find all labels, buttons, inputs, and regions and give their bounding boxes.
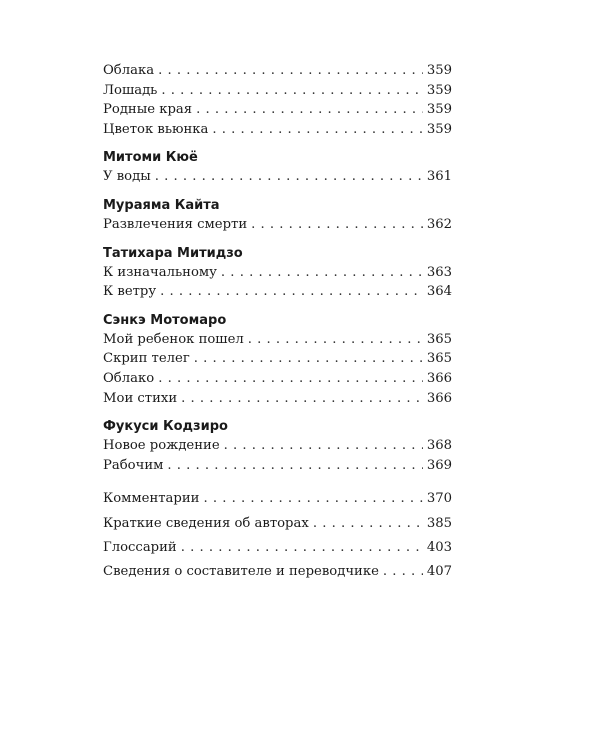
entry-title: Цветок вьюнка (103, 121, 209, 137)
toc-entry[interactable] (103, 389, 452, 409)
dot-leader (203, 489, 422, 509)
entry-page-number: 363 (426, 264, 452, 280)
dot-leader (181, 389, 423, 409)
table-of-contents (103, 61, 452, 586)
toc-section (103, 311, 452, 408)
toc-entry[interactable] (103, 120, 452, 140)
entry-title: Мой ребенок пошел (103, 331, 244, 347)
entry-page-number: 359 (426, 102, 452, 118)
dot-leader (251, 215, 423, 235)
entry-title: Облако (103, 370, 155, 386)
toc-entry-comments[interactable] (103, 489, 452, 509)
dot-leader (155, 167, 423, 187)
toc-section (103, 244, 452, 302)
toc-entry[interactable] (103, 263, 452, 283)
author-heading: Татихара Митидзо (103, 245, 243, 261)
entry-title: Сведения о составителе и переводчике (103, 563, 379, 579)
toc-entry-authors-info[interactable] (103, 514, 452, 534)
toc-entry-glossary[interactable] (103, 538, 452, 558)
entry-page-number: 370 (426, 491, 452, 507)
toc-entry[interactable] (103, 215, 452, 235)
entry-title: Лошадь (103, 82, 158, 98)
toc-section (103, 196, 452, 235)
dot-leader (196, 100, 423, 120)
toc-entry[interactable] (103, 100, 452, 120)
dot-leader (158, 369, 423, 389)
author-heading: Сэнкэ Мотомаро (103, 312, 227, 328)
entry-title: К ветру (103, 284, 157, 300)
entry-page-number: 368 (426, 438, 452, 454)
entry-page-number: 403 (426, 539, 452, 555)
toc-entry[interactable] (103, 330, 452, 350)
entry-page-number: 362 (426, 216, 452, 232)
dot-leader (221, 263, 423, 283)
entry-title: К изначальному (103, 264, 217, 280)
entry-page-number: 369 (426, 457, 452, 473)
toc-entry[interactable] (103, 349, 452, 369)
entry-title: Новое рождение (103, 438, 220, 454)
entry-title: Облака (103, 63, 155, 78)
entry-page-number: 364 (426, 284, 452, 300)
author-heading: Мураяма Кайта (103, 197, 220, 213)
entry-page-number: 359 (426, 82, 452, 98)
dot-leader (158, 61, 423, 81)
entry-page-number: 359 (426, 121, 452, 137)
toc-entry[interactable] (103, 369, 452, 389)
toc-entry[interactable] (103, 282, 452, 302)
author-heading: Митоми Кюё (103, 150, 198, 166)
dot-leader (383, 562, 423, 582)
dot-leader (194, 349, 423, 369)
toc-section (103, 61, 452, 139)
dot-leader (161, 81, 422, 101)
dot-leader (160, 282, 423, 302)
entry-title: Развлечения смерти (103, 216, 248, 232)
author-heading: Фукуси Кодзиро (103, 419, 228, 435)
entry-title: Глоссарий (103, 539, 177, 555)
entry-page-number: 359 (426, 63, 452, 78)
entry-page-number: 361 (426, 169, 452, 185)
toc-entry[interactable] (103, 436, 452, 456)
entry-page-number: 366 (426, 390, 452, 406)
toc-entry[interactable] (103, 167, 452, 187)
dot-leader (313, 514, 423, 534)
entry-page-number: 365 (426, 351, 452, 367)
dot-leader (224, 436, 423, 456)
toc-section (103, 417, 452, 475)
toc-entry[interactable] (103, 81, 452, 101)
entry-title: Родные края (103, 102, 193, 118)
dot-leader (167, 456, 422, 476)
toc-entry[interactable] (103, 456, 452, 476)
entry-title: Мои стихи (103, 390, 178, 406)
entry-title: Скрип телег (103, 351, 190, 367)
entry-title: Комментарии (103, 491, 200, 507)
entry-page-number: 407 (426, 563, 452, 579)
toc-section (103, 148, 452, 187)
entry-title: Рабочим (103, 457, 164, 473)
entry-page-number: 366 (426, 370, 452, 386)
entry-title: У воды (103, 169, 151, 185)
dot-leader (212, 120, 422, 140)
dot-leader (248, 330, 423, 350)
dot-leader (181, 538, 423, 558)
entry-title: Краткие сведения об авторах (103, 515, 309, 531)
toc-entry[interactable] (103, 61, 452, 81)
entry-page-number: 365 (426, 331, 452, 347)
entry-page-number: 385 (426, 515, 452, 531)
toc-entry-compiler-info[interactable] (103, 562, 452, 582)
toc-backmatter (103, 489, 452, 581)
